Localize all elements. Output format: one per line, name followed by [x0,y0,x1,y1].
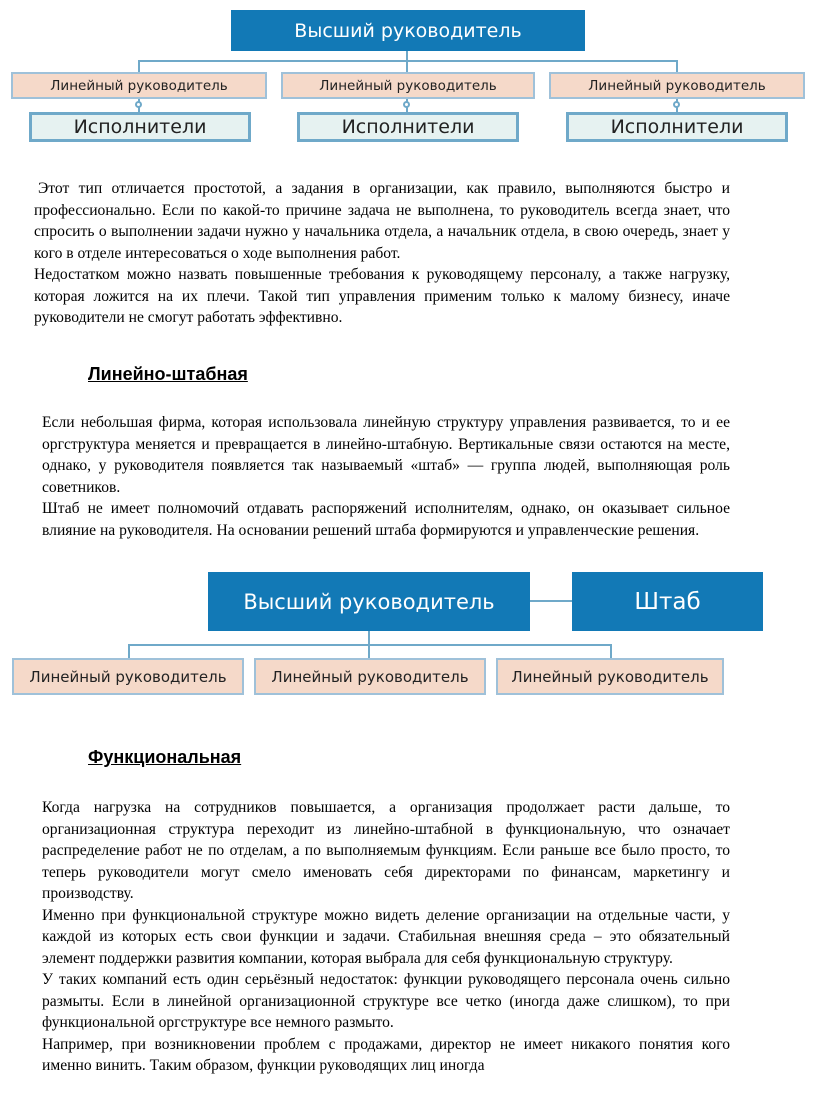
staff-label: Штаб [634,588,701,615]
paragraph: Именно при функциональной структуре можно видеть деление организации на отдельные части, у каждой из которых есть свои функции и задачи. Стабильная внешняя среда – это обязательный элемент поддержки развития компании, которая выбрала для себя функциональную структуру. [42,906,730,967]
line-manager-box [549,72,805,99]
connector-line [406,60,408,72]
executors-box [297,112,519,142]
connector-line [676,60,678,72]
linear-staff-diagram [0,568,816,703]
connector-line [138,60,140,72]
top-manager-label: Высший руководитель [243,589,495,614]
connector-node [135,101,142,108]
line-manager-label: Линейный руководитель [271,667,469,686]
connector-line [368,631,370,645]
paragraph: Штаб не имеет полномочий отдавать распоряжений исполнителям, однако, он оказывает сильное влияние на руководителя. На основании решений штаба формируются и управленческие решения. [42,500,730,539]
line-manager-box [281,72,535,99]
paragraph: Если небольшая фирма, которая использовала линейную структуру управления развивается, то и ее оргструктура меняется и превращается в линейно-штабную. Вертикальные связи остаются на месте, однако, у руководителя появляется так называемый «штаб» — группа людей, выполняющая роль советников. [42,414,730,496]
section-heading-functional: Функциональная [88,747,242,767]
line-manager-label: Линейный руководитель [29,667,227,686]
top-manager-box [208,572,530,631]
line-manager-label: Линейный руководитель [319,77,497,94]
line-manager-label: Линейный руководитель [50,77,228,94]
line-manager-box [11,72,267,99]
connector-line [530,600,572,602]
connector-line [610,644,612,658]
linear-structure-diagram [0,0,816,150]
connector-line [128,644,130,658]
top-manager-label: Высший руководитель [294,19,522,42]
intro-text [34,178,730,329]
connector-node [403,101,410,108]
line-manager-box [254,658,486,695]
paragraph: Например, при возникновении проблем с продажами, директор не имеет никакого понятия кого именно винить. Таким образом, функции руководящих лиц иногда [42,1035,730,1074]
paragraph: Когда нагрузка на сотрудников повышается, а организация продолжает расти дальше, то организационная структура переходит из линейно-штабной в функциональную, что означает распределение работ не по отделам, а по выполняемым функциям. Если раньше все было просто, то теперь руководители могут смело именовать себя директорами по финансам, маркетингу и производству. [42,799,730,902]
executors-box [29,112,251,142]
paragraph: Этот тип отличается простотой, а задания в организации, как правило, выполняются быстро и профессионально. Если по какой-то причине задача не выполнена, то руководитель всегда знает, что спросить о выполнении задачи нужно у начальника отдела, а начальник отдела, в свою очередь, знает у кого в отделе интересоваться о ходе выполнения работ. [34,180,730,262]
paragraph: Недостатком можно назвать повышенные требования к руководящему персоналу, а также нагрузку, которая ложится на их плечи. Такой тип управления применим только к малому бизнесу, иначе руководители не смогут работать эффективно. [34,266,730,326]
connector-line [128,644,612,646]
section-heading-linear-staff: Линейно-штабная [88,364,248,384]
executors-label: Исполнители [341,116,475,138]
executors-label: Исполнители [73,116,207,138]
paragraph: У таких компаний есть один серьёзный недостаток: функции руководящего персонала очень сильно размыты. Если в линейной организационной структуре все четко (иногда даже слишком), то при функциональной оргструктуре все немного размыто. [42,971,730,1031]
top-manager-box [231,10,585,51]
staff-box [572,572,763,631]
connector-line [368,644,370,658]
linear-staff-text [42,412,730,541]
functional-text [42,797,730,1077]
connector-node [673,101,680,108]
executors-box [566,112,788,142]
connector-line [138,60,678,62]
line-manager-box [496,658,724,695]
line-manager-label: Линейный руководитель [588,77,766,94]
line-manager-label: Линейный руководитель [511,667,709,686]
executors-label: Исполнители [610,116,744,138]
line-manager-box [12,658,244,695]
